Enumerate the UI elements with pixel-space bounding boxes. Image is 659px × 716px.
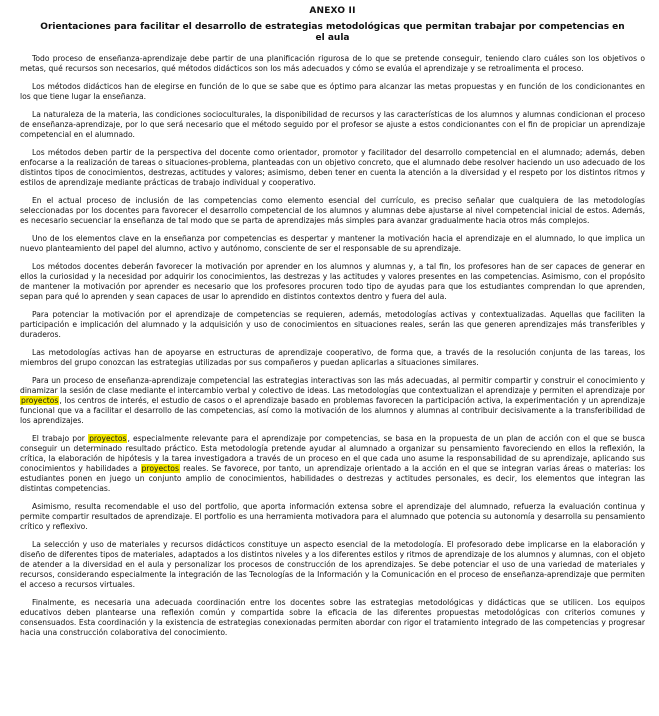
highlighted-term: proyectos <box>21 396 59 405</box>
paragraph-text: Para un proceso de enseñanza-aprendizaje competencial las estrategias interactivas son las más adecuadas, al permitir compartir y construir el conocimiento y dinamizar la sesión de clase mediante el intercambio verbal y colectivo de ideas. Las metodologías que contextualizan el aprendizaje y permiten el aprendizaje por <box>20 376 645 395</box>
paragraph <box>20 148 645 188</box>
paragraph-text: Asimismo, resulta recomendable el uso del portfolio, que aporta información extensa sobre el aprendizaje del alumnado, refuerza la evaluación continua y permite compartir resultados de aprendizaje. El portfolio es una herramienta motivadora para el alumnado que potencia su autonomía y desarrolla su pensamiento crítico y reflexivo. <box>20 502 645 531</box>
paragraph <box>20 196 645 226</box>
paragraph-text: , especialmente relevante para el aprendizaje por competencias, se basa en la propuesta de un plan de acción con el que se busca conseguir un determinado resultado práctico. Esta metodología pretende ayudar al alumnado a organizar su pensamiento favoreciendo en ellos la reflexión, la crítica, la elaboración de hipótesis y la tarea investigadora a través de un proceso en el que cada uno asume la responsabilidad de su aprendizaje, aplicando sus conocimientos y habilidades a <box>20 434 645 473</box>
paragraph-text: Las metodologías activas han de apoyarse en estructuras de aprendizaje cooperativo, de forma que, a través de la resolución conjunta de las tareas, los miembros del grupo conozcan las estrategias utilizadas por sus compañeros y puedan aplicarlas a situaciones similares. <box>20 348 645 367</box>
paragraph <box>20 540 645 590</box>
paragraph <box>20 434 645 494</box>
document-title: Orientaciones para facilitar el desarrollo de estrategias metodológicas que permitan trabajar por competencias en el aula <box>40 22 625 43</box>
paragraph-text: Finalmente, es necesaria una adecuada coordinación entre los docentes sobre las estrategias metodológicas y didácticas que se utilicen. Los equipos educativos deben plantearse una reflexión común y compartida sobre la eficacia de las diferentes propuestas metodológicas con criterios comunes y consensuados. Esta coordinación y la existencia de estrategias conexionadas permiten abordar con rigor el tratamiento integrado de las competencias y progresar hacia una construcción colaborativa del conocimiento. <box>20 598 645 637</box>
highlighted-term: proyectos <box>89 434 127 443</box>
paragraph-text: Los métodos deben partir de la perspectiva del docente como orientador, promotor y facilitador del desarrollo competencial en el alumnado; además, deben enfocarse a la realización de tareas o situaciones-problema, planteadas con un objetivo concreto, que el alumnado debe resolver haciendo un uso adecuado de los distintos tipos de conocimientos, destrezas, actitudes y valores; asimismo, deben tener en cuenta la atención a la diversidad y el respeto por los distintos ritmos y estilos de aprendizaje mediante prácticas de trabajo individual y cooperativo. <box>20 148 645 187</box>
paragraph <box>20 110 645 140</box>
paragraph <box>20 310 645 340</box>
paragraph-text: Los métodos docentes deberán favorecer la motivación por aprender en los alumnos y alumnas y, a tal fin, los profesores han de ser capaces de generar en ellos la curiosidad y la necesidad por adquirir los conocimientos, las destrezas y las actitudes y valores presentes en las competencias. Asimismo, con el propósito de mantener la motivación por aprender es necesario que los profesores procuren todo tipo de ayudas para que los estudiantes comprendan lo que aprenden, sepan para qué lo aprenden y sean capaces de usar lo aprendido en distintos contextos dentro y fuera del aula. <box>20 262 645 301</box>
paragraph-text: Para potenciar la motivación por el aprendizaje de competencias se requieren, además, metodologías activas y contextualizadas. Aquellas que faciliten la participación e implicación del alumnado y la adquisición y uso de conocimientos en situaciones reales, serán las que generen aprendizajes más transferibles y duraderos. <box>20 310 645 339</box>
paragraph-text: , los centros de interés, el estudio de casos o el aprendizaje basado en problemas favorecen la participación activa, la experimentación y un aprendizaje funcional que va a facilitar el desarrollo de las competencias, así como la motivación de los alumnos y alumnas al contribuir decisivamente a la transferibilidad de los aprendizajes. <box>20 396 645 425</box>
paragraph-text: La naturaleza de la materia, las condiciones socioculturales, la disponibilidad de recursos y las características de los alumnos y alumnas condicionan el proceso de enseñanza-aprendizaje, por lo que será necesario que el método seguido por el profesor se ajuste a estos condicionantes con el fin de propiciar un aprendizaje competencial en el alumnado. <box>20 110 645 139</box>
paragraph <box>20 502 645 532</box>
paragraph-text: El trabajo por <box>32 434 89 443</box>
paragraph-text: La selección y uso de materiales y recursos didácticos constituye un aspecto esencial de la metodología. El profesorado debe implicarse en la elaboración y diseño de diferentes tipos de materiales, adaptados a los distintos niveles y a los diferentes estilos y ritmos de aprendizaje de los alumnos y alumnas, con el objeto de atender a la diversidad en el aula y personalizar los procesos de construcción de los aprendizajes. Se debe potenciar el uso de una variedad de materiales y recursos, considerando especialmente la integración de las Tecnologías de la Información y la Comunicación en el proceso de enseñanza-aprendizaje que permiten el acceso a recursos virtuales. <box>20 540 645 589</box>
paragraph-text: En el actual proceso de inclusión de las competencias como elemento esencial del currículo, es preciso señalar que cualquiera de las metodologías seleccionadas por los docentes para favorecer el desarrollo competencial de los alumnos y alumnas debe ajustarse al nivel competencial inicial de estos. Además, es necesario secuenciar la enseñanza de tal modo que se parta de aprendizajes más simples para avanzar gradualmente hacia otros más complejos. <box>20 196 645 225</box>
annex-label: ANEXO II <box>309 6 356 16</box>
paragraph-text: reales. Se favorece, por tanto, un aprendizaje orientado a la acción en el que se integran varias áreas o materias: los estudiantes ponen en juego un conjunto amplio de conocimientos, habilidades o destrezas y actitudes personales, es decir, los elementos que integran las distintas competencias. <box>20 464 645 493</box>
paragraph <box>20 376 645 426</box>
paragraph-text: Todo proceso de enseñanza-aprendizaje debe partir de una planificación rigurosa de lo que se pretende conseguir, teniendo claro cuáles son los objetivos o metas, qué recursos son necesarios, qué métodos didácticos son los más adecuados y cómo se evalúa el aprendizaje y se retroalimenta el proceso. <box>20 54 645 73</box>
paragraph <box>20 54 645 74</box>
paragraph-text: Uno de los elementos clave en la enseñanza por competencias es despertar y mantener la motivación hacia el aprendizaje en el alumnado, lo que implica un nuevo planteamiento del papel del alumno, activo y autónomo, consciente de ser el responsable de su aprendizaje. <box>20 234 645 253</box>
paragraph <box>20 234 645 254</box>
paragraph <box>20 598 645 638</box>
highlighted-term: proyectos <box>141 464 179 473</box>
paragraph <box>20 348 645 368</box>
document-body <box>20 54 645 638</box>
paragraph-text: Los métodos didácticos han de elegirse en función de lo que se sabe que es óptimo para alcanzar las metas propuestas y en función de los condicionantes en los que tiene lugar la enseñanza. <box>20 82 645 101</box>
paragraph <box>20 82 645 102</box>
paragraph <box>20 262 645 302</box>
